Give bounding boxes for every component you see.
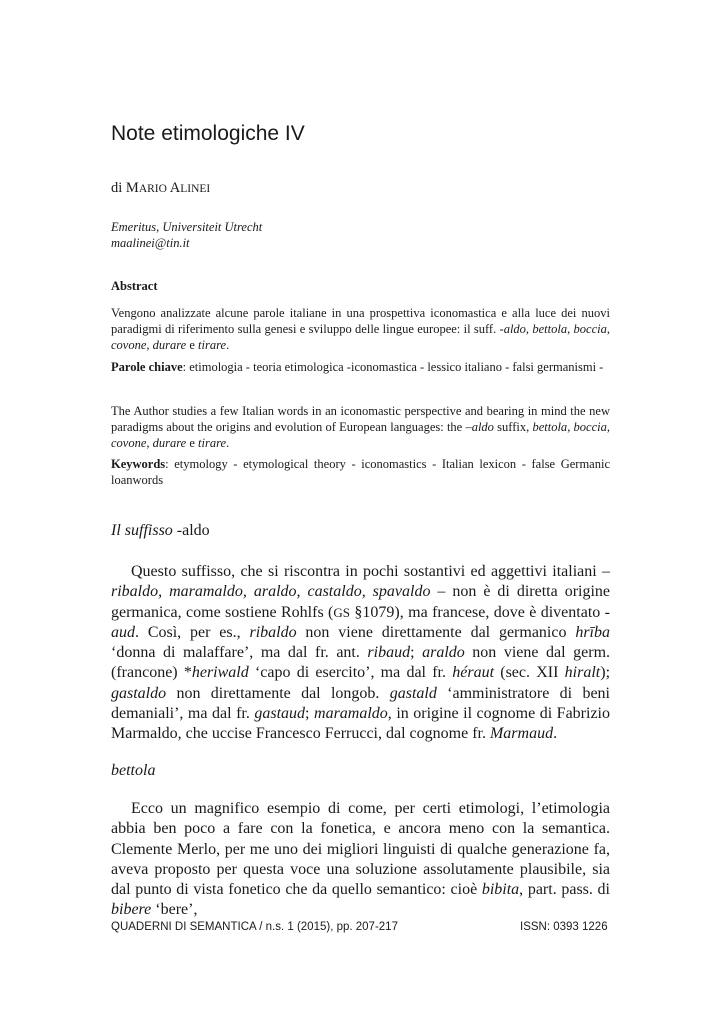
abstract-en-term: tirare <box>198 436 227 450</box>
abstract-heading: Abstract <box>111 279 158 293</box>
abstract-it-term: durare <box>152 338 187 352</box>
body-term: gastald <box>389 684 437 702</box>
body-text: ; <box>305 705 315 723</box>
keywords-en-text: : etymology - etymological theory - iconomastics - Italian lexicon - false Germanic loanwords <box>111 457 610 487</box>
affiliation-block <box>111 219 262 251</box>
abstract-en-text: The Author studies a few Italian words in an iconomastic perspective and bearing in mind the new paradigms about the origins and evolution of European languages: the – <box>111 404 610 434</box>
author-first-initial: M <box>125 180 139 196</box>
body-term: ribaldo <box>249 623 297 641</box>
body-term: hrība <box>575 623 610 641</box>
footer-issn: ISSN: 0393 1226 <box>520 921 608 933</box>
keywords-it-label: Parole chiave <box>111 360 183 374</box>
abstract-en-text: suffix, <box>493 420 533 434</box>
body-text: , part. pass. di <box>519 881 610 899</box>
abstract-it-text: e <box>186 338 199 352</box>
body-abbrev: GS <box>333 604 351 620</box>
abstract-it-term: tirare <box>198 338 227 352</box>
author-last-initial: A <box>169 180 181 196</box>
abstract-en-term: aldo <box>471 420 494 434</box>
author-first-rest: ARIO <box>138 183 167 195</box>
body-text: (sec. XII <box>494 664 565 682</box>
author-line <box>111 180 210 197</box>
body-term: ribaldo, maramaldo, araldo, castaldo, spavaldo <box>111 583 431 601</box>
section-body-bettola <box>111 799 610 921</box>
body-text: ‘donna di malaffare’, ma dal fr. ant. <box>111 644 368 662</box>
body-term: bibere <box>111 901 152 919</box>
email: maalinei@tin.it <box>111 236 190 250</box>
abstract-en-text: e <box>186 436 199 450</box>
keywords-it-text: : etimologia - teoria etimologica -iconomastica - lessico italiano - falsi germanismi - <box>182 360 604 374</box>
body-text: . <box>553 725 558 743</box>
body-term: héraut <box>452 664 495 682</box>
body-text: non direttamente dal longob. <box>166 684 390 702</box>
abstract-en-term: durare <box>152 436 187 450</box>
section-heading-italic: Il suffisso <box>111 522 173 539</box>
abstract-en-term: bettola <box>532 420 568 434</box>
section-heading-suffisso <box>111 522 210 540</box>
section-heading-plain: -aldo <box>172 522 210 539</box>
body-text: Questo suffisso, che si riscontra in pochi sostantivi ed aggettivi italiani – <box>131 563 610 580</box>
body-term: heriwald <box>191 664 249 682</box>
body-term: aud <box>111 623 135 641</box>
body-text: ‘amministratore di beni demaniali’, ma dal fr. <box>111 684 611 723</box>
body-term: gastaud <box>254 705 306 723</box>
abstract-it-text: Vengono analizzate alcune parole italiane in una prospettiva iconomastica e alla luce dei nuovi paradigmi di riferimento sulla genesi e sviluppo delle lingue europee: il suff. - <box>111 306 610 336</box>
keywords-italian <box>111 359 610 375</box>
abstract-it-term: boccia <box>573 322 607 336</box>
abstract-it-term: covone <box>111 338 147 352</box>
body-text: – non è di diretta origine germanica, come sostiene Rohlfs ( <box>111 583 611 621</box>
section-body-suffisso <box>111 562 610 745</box>
affiliation: Emeritus, Universiteit Utrecht <box>111 220 263 234</box>
body-term: gastaldo <box>111 684 167 702</box>
footer-citation: QUADERNI DI SEMANTICA / n.s. 1 (2015), pp. 207-217 <box>111 921 398 933</box>
body-term: bibita <box>481 881 520 899</box>
section-heading-bettola <box>111 762 155 780</box>
author-prefix: di <box>111 180 126 196</box>
abstract-it-term: bettola <box>532 322 568 336</box>
abstract-english: The Author studies a few Italian words in an iconomastic perspective and bearing in mind the new paradigms about the origins and evolution of European languages: the –aldo suffix, bettola, boccia, covone, durare e tirare. <box>111 404 610 450</box>
body-text: , in origine il cognome di Fabrizio Marmaldo, che uccise Francesco Ferrucci, dal cognome fr. <box>111 705 610 743</box>
body-text: ; <box>410 644 423 662</box>
body-term: ribaud <box>367 644 411 662</box>
abstract-it-term: aldo <box>503 322 526 336</box>
body-text: ‘bere’, <box>151 901 198 919</box>
body-text: ); <box>600 664 611 682</box>
body-text: Ecco un magnifico esempio di come, per certi etimologi, l’etimologia abbia ben poco a fare con la fonetica, e ancora meno con la semantica. Clemente Merlo, per me uno dei migliori linguisti di qualche generazione fa, aveva proposto per questa voce una soluzione assolutamente plausibile, sia dal punto di vista fonetico che da quello semantico: cioè <box>111 800 610 899</box>
body-text: §1079), ma francese, dove è diventato - <box>350 603 610 621</box>
author-last-rest: LINEI <box>180 183 211 195</box>
body-term: hiralt <box>564 664 601 682</box>
section-heading-italic: bettola <box>111 762 156 779</box>
body-term: maramaldo <box>314 705 388 723</box>
abstract-en-term: covone <box>111 436 147 450</box>
abstract-italian: Vengono analizzate alcune parole italiane in una prospettiva iconomastica e alla luce dei nuovi paradigmi di riferimento sulla genesi e sviluppo delle lingue europee: il suff. -aldo, bettola, boccia, covone, durare e tirare. <box>111 306 610 352</box>
keywords-english <box>111 456 610 488</box>
body-text: . Così, per es., <box>135 623 250 641</box>
body-term: araldo <box>422 644 465 662</box>
keywords-en-label: Keywords <box>111 457 166 471</box>
body-text: non viene dal germ. (francone) * <box>111 644 611 682</box>
body-term: Marmaud <box>489 725 554 743</box>
body-text: non viene direttamente dal germanico <box>296 623 576 641</box>
abstract-en-term: boccia <box>573 420 607 434</box>
paper-title: Note etimologiche IV <box>111 122 305 145</box>
body-text: ‘capo di esercito’, ma dal fr. <box>248 664 453 682</box>
